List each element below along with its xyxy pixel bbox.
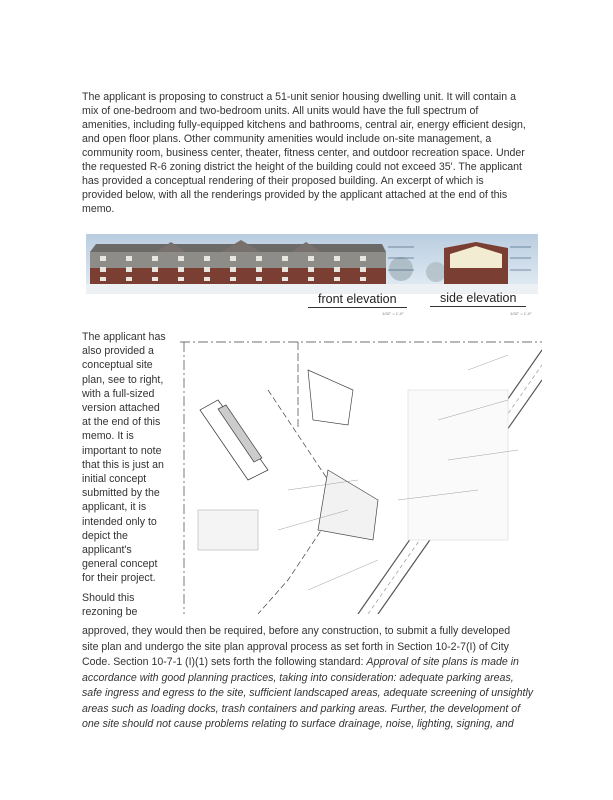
text-line: plan, see to right,: [82, 373, 164, 386]
text-line: community room, business center, theater, fitness center, and outdoor recreation space. Under: [82, 147, 525, 159]
text-line: with a full-sized: [82, 387, 155, 400]
text-line: The applicant is proposing to construct a 51-unit senior housing dwelling unit. It will contain a: [82, 91, 517, 103]
text-line: rezoning be: [82, 605, 138, 618]
text-line: general concept: [82, 558, 158, 571]
text-line: mix of one-bedroom and two-bedroom units. All units would have the full spectrum of: [82, 105, 479, 117]
text-line: conceptual site: [82, 359, 153, 372]
text-line: for their project.: [82, 572, 156, 585]
text-line: version attached: [82, 402, 160, 415]
text-line: has provided a conceptual rendering of their proposed building. An excerpt of which is: [82, 175, 484, 187]
text-line: The applicant has: [82, 331, 166, 343]
italic-quote: safe ingress and egress to the site, sufficient landscaped areas, adequate screening of unsightly: [82, 687, 534, 699]
text-line: Should this: [82, 591, 135, 604]
text-line: provided below, with all the renderings provided by the applicant attached at the end of this: [82, 189, 508, 201]
text-line: approved, they would then be required, before any construction, to submit a fully developed: [82, 625, 511, 637]
italic-quote: accordance with good planning practices, taking into consideration: adequate parking areas,: [82, 671, 514, 684]
text-line: that this is just an: [82, 458, 164, 471]
text-line: memo.: [82, 203, 115, 215]
text-line: [82, 655, 552, 671]
text-line: site plan and undergo the site plan approval process as set forth in Section 10-2-7(I) of City: [82, 640, 509, 653]
building-elevation-rendering: [86, 234, 538, 294]
text-line: intended only to: [82, 515, 157, 528]
text-line: important to note: [82, 444, 162, 457]
italic-quote: one site should not cause problems relating to surface drainage, noise, lighting, signing, and: [82, 718, 514, 730]
front-elevation-caption: front elevation: [308, 292, 407, 308]
text-line: applicant, it is: [82, 501, 147, 514]
text-line: and open floor plans. Other community amenities would include on-site management, a: [82, 133, 492, 145]
site-plan-description: [82, 330, 182, 619]
site-plan-drawing: [178, 330, 542, 614]
text-line: submitted by the: [82, 487, 160, 500]
italic-quote: Approval of site plans is made in: [366, 656, 519, 668]
scale-label: 1/32" = 1'-0": [382, 311, 404, 316]
scale-label: 1/32" = 1'-0": [510, 311, 532, 316]
text-line: applicant's: [82, 544, 132, 557]
text-line: amenities, including fully-equipped kitchens and bathrooms, central air, energy efficient design,: [82, 119, 526, 131]
text-line: memo. It is: [82, 430, 134, 443]
text-line: at the end of this: [82, 416, 161, 429]
side-elevation-caption: side elevation: [430, 291, 526, 307]
intro-paragraph: [82, 90, 542, 216]
text-line: depict the: [82, 529, 128, 542]
text-line: the requested R-6 zoning district the height of the building could not exceed 35'. The applicant: [82, 161, 522, 173]
text-line: also provided a: [82, 345, 154, 358]
italic-quote: areas such as loading docks, trash containers and parking areas. Further, the development of: [82, 702, 521, 715]
text-span: Code. Section 10-7-1 (I)(1) sets forth the following standard:: [82, 656, 367, 668]
closing-paragraph: [82, 624, 552, 733]
text-line: initial concept: [82, 473, 147, 486]
